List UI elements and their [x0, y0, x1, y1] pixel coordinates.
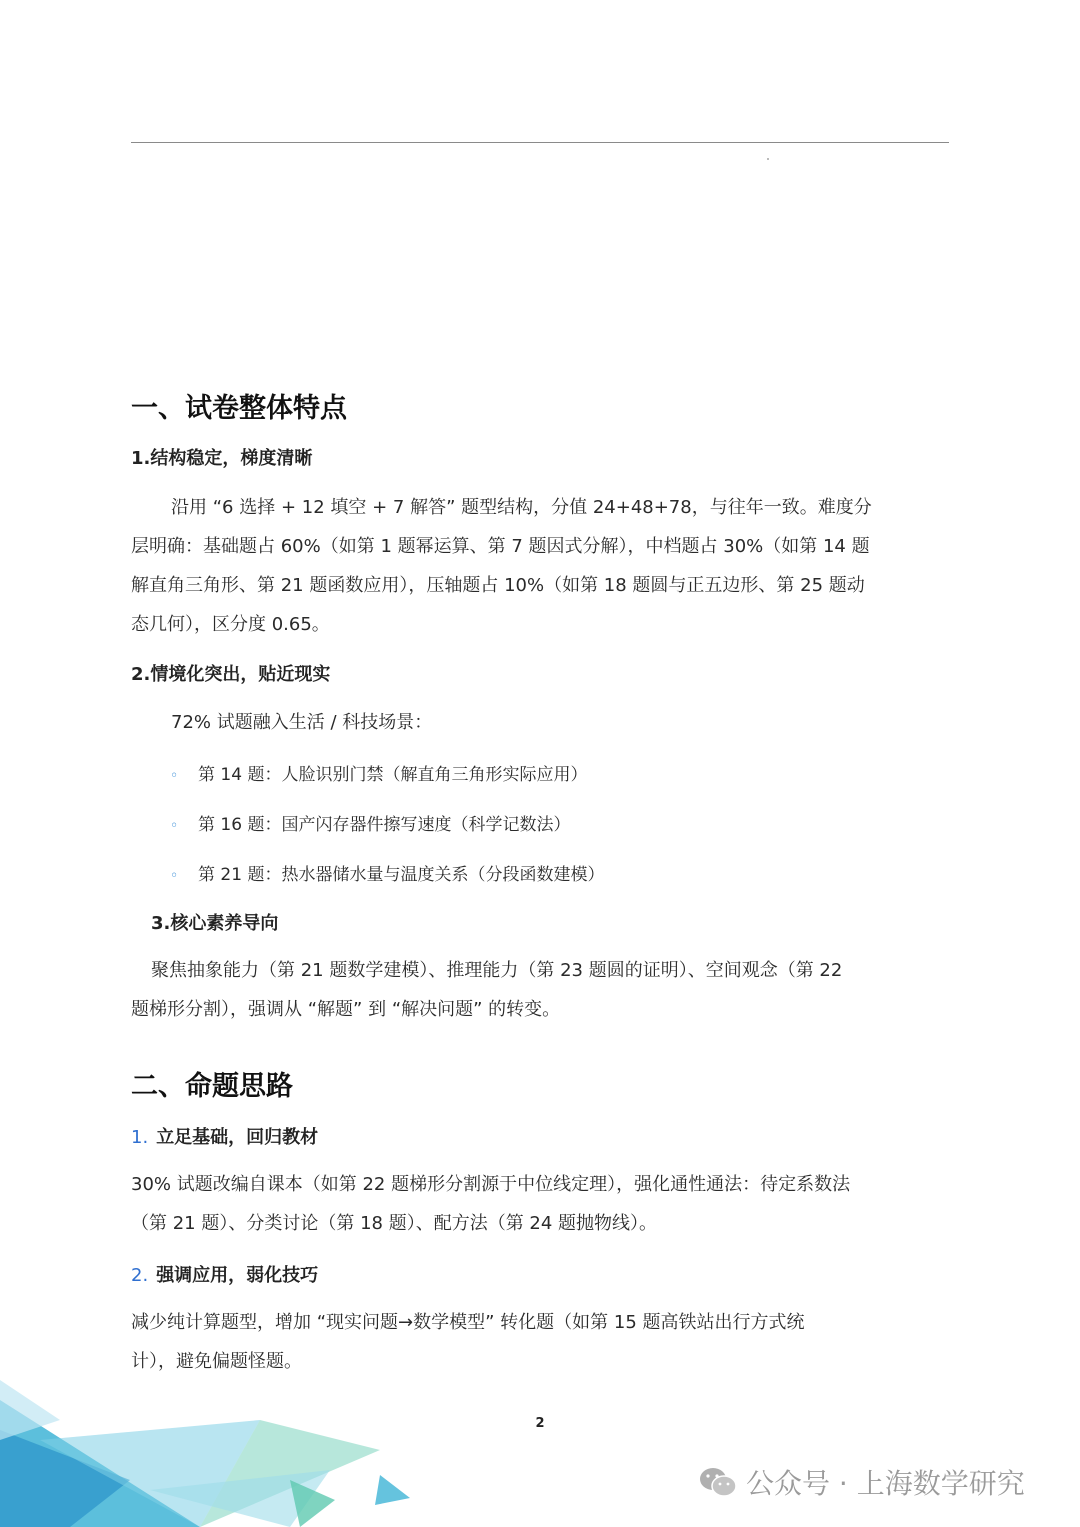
heading-number: 2. — [131, 1265, 149, 1286]
decorative-triangles — [0, 1380, 440, 1527]
heading-text: 立足基础，回归教材 — [156, 1127, 319, 1148]
paragraph-line: 层明确：基础题占 60%（如第 1 题幂运算、第 7 题因式分解），中档题占 30%（如第 14 题 — [131, 536, 870, 557]
list-item — [170, 860, 604, 885]
section1-sub3-heading: 3.核心素养导向 — [151, 913, 279, 934]
paragraph-line: 解直角三角形、第 21 题函数应用），压轴题占 10%（如第 18 题圆与正五边形、第 25 题动 — [131, 575, 865, 596]
paragraph-line: 题梯形分割），强调从 “解题” 到 “解决问题” 的转变。 — [131, 999, 561, 1020]
section1-sub1-paragraph — [131, 488, 951, 644]
section1-sub1-heading: 1.结构稳定，梯度清晰 — [131, 448, 313, 469]
section2-heading: 二、命题思路 — [131, 1071, 293, 1102]
list-item — [170, 760, 587, 785]
watermark-text: 公众号 · 上海数学研究 — [746, 1467, 1025, 1500]
section1-sub2-intro — [131, 703, 951, 742]
section1-sub2-heading: 2.情境化突出，贴近现实 — [131, 664, 331, 685]
paragraph-line: 30% 试题改编自课本（如第 22 题梯形分割源于中位线定理），强化通性通法：待定系数法 — [131, 1174, 851, 1195]
bullet-circle-icon: ◦ — [170, 868, 179, 884]
section2-sub2-paragraph — [131, 1303, 951, 1381]
list-item-text: 第 14 题：人脸识别门禁（解直角三角形实际应用） — [198, 765, 588, 785]
wechat-icon — [698, 1465, 738, 1499]
header-dot — [767, 158, 769, 160]
list-item-text: 第 21 题：热水器储水量与温度关系（分段函数建模） — [198, 865, 605, 885]
watermark — [698, 1462, 1025, 1502]
heading-number: 1. — [131, 1127, 149, 1148]
page-number: 2 — [535, 1416, 545, 1431]
bullet-circle-icon: ◦ — [170, 818, 179, 834]
section1-heading: 一、试卷整体特点 — [131, 393, 347, 424]
section2-sub1-heading — [131, 1123, 318, 1149]
paragraph-line: 聚焦抽象能力（第 21 题数学建模）、推理能力（第 23 题圆的证明）、空间观念（第 22 — [151, 960, 843, 981]
heading-text: 强调应用，弱化技巧 — [156, 1265, 319, 1286]
paragraph-line: （第 21 题）、分类讨论（第 18 题）、配方法（第 24 题抛物线）。 — [131, 1213, 658, 1234]
list-item-text: 第 16 题：国产闪存器件擦写速度（科学记数法） — [198, 815, 571, 835]
paragraph-line: 沿用 “6 选择 + 12 填空 + 7 解答” 题型结构，分值 24+48+78，与往年一致。难度分 — [171, 497, 872, 518]
section2-sub2-heading — [131, 1261, 318, 1287]
bullet-circle-icon: ◦ — [170, 768, 179, 784]
section2-sub1-paragraph — [131, 1165, 951, 1243]
paragraph-line: 计），避免偏题怪题。 — [131, 1351, 302, 1372]
paragraph-line: 72% 试题融入生活 / 科技场景： — [171, 712, 433, 733]
paragraph-line: 态几何），区分度 0.65。 — [131, 614, 330, 635]
paragraph-line: 减少纯计算题型，增加 “现实问题→数学模型” 转化题（如第 15 题高铁站出行方式统 — [131, 1312, 805, 1333]
header-rule — [131, 142, 949, 143]
section1-sub3-paragraph — [131, 951, 951, 1029]
list-item — [170, 810, 570, 835]
